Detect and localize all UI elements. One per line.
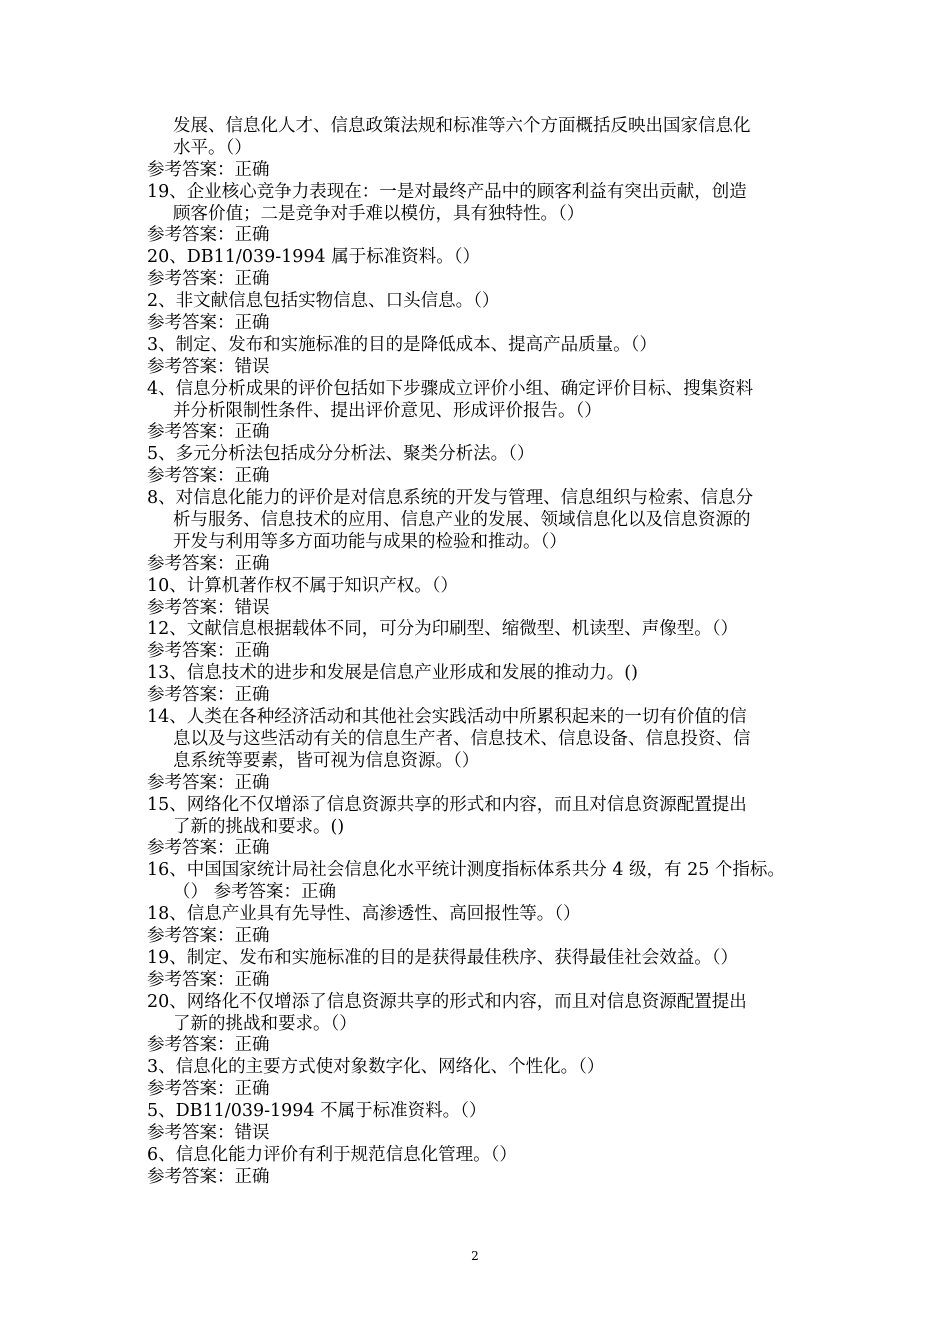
question-line: 20、DB11/039-1994 属于标准资料。（） — [147, 247, 480, 268]
question-line: 12、文献信息根据载体不同，可分为印刷型、缩微型、机读型、声像型。（） — [147, 619, 739, 640]
answer-line: 参考答案：正确 — [147, 1035, 270, 1056]
answer-line: 参考答案：正确 — [147, 685, 270, 706]
answer-line: 参考答案：正确 — [147, 422, 270, 443]
document-body — [147, 116, 827, 1189]
question-line: 6、信息化能力评价有利于规范信息化管理。（） — [147, 1144, 517, 1165]
question-line: 16、中国国家统计局社会信息化水平统计测度指标体系共分 4 级，有 25 个指标。 — [147, 860, 785, 881]
question-line: 3、信息化的主要方式使对象数字化、网络化、个性化。（） — [147, 1057, 605, 1078]
question-line: 14、人类在各种经济活动和其他社会实践活动中所累积起来的一切有价值的信 — [147, 707, 747, 728]
question-line: 析与服务、信息技术的应用、信息产业的发展、领域信息化以及信息资源的 — [173, 510, 751, 531]
answer-line: 参考答案：错误 — [147, 597, 270, 618]
question-line: 2、非文献信息包括实物信息、口头信息。（） — [147, 291, 500, 312]
answer-line: 参考答案：正确 — [147, 553, 270, 574]
answer-line: 参考答案：正确 — [147, 269, 270, 290]
question-line: 8、对信息化能力的评价是对信息系统的开发与管理、信息组织与检索、信息分 — [147, 488, 754, 509]
question-line: 了新的挑战和要求。() — [173, 816, 345, 837]
answer-line: 参考答案：正确 — [147, 313, 270, 334]
answer-line: 参考答案：正确 — [147, 225, 270, 246]
answer-line: 参考答案：正确 — [147, 1166, 270, 1187]
answer-line: 参考答案：正确 — [147, 838, 270, 859]
question-line: 息以及与这些活动有关的信息生产者、信息技术、信息设备、信息投资、信 — [173, 728, 751, 749]
question-line: 20、网络化不仅增添了信息资源共享的形式和内容，而且对信息资源配置提出 — [147, 991, 747, 1012]
question-line: 5、多元分析法包括成分分析法、聚类分析法。（） — [147, 444, 535, 465]
answer-line: 参考答案：错误 — [147, 1122, 270, 1143]
answer-line: 参考答案：正确 — [147, 925, 270, 946]
question-line: （） 参考答案：正确 — [173, 882, 337, 903]
question-line: 18、信息产业具有先导性、高渗透性、高回报性等。（） — [147, 904, 581, 925]
answer-line: 参考答案：错误 — [147, 356, 270, 377]
question-line: 息系统等要素，皆可视为信息资源。（） — [173, 750, 480, 771]
question-line: 并分析限制性条件、提出评价意见、形成评价报告。（） — [173, 400, 602, 421]
answer-line: 参考答案：正确 — [147, 969, 270, 990]
question-line: 4、信息分析成果的评价包括如下步骤成立评价小组、确定评价目标、搜集资料 — [147, 378, 754, 399]
answer-line: 参考答案：正确 — [147, 159, 270, 180]
question-line: 19、制定、发布和实施标准的目的是获得最佳秩序、获得最佳社会效益。（） — [147, 947, 739, 968]
question-line: 15、网络化不仅增添了信息资源共享的形式和内容，而且对信息资源配置提出 — [147, 794, 747, 815]
question-line: 10、计算机著作权不属于知识产权。（） — [147, 575, 459, 596]
question-line: 3、制定、发布和实施标准的目的是降低成本、提高产品质量。（） — [147, 334, 657, 355]
question-line: 顾客价值；二是竞争对手难以模仿，具有独特性。（） — [173, 203, 585, 224]
answer-line: 参考答案：正确 — [147, 466, 270, 487]
question-line: 13、信息技术的进步和发展是信息产业形成和发展的推动力。() — [147, 663, 638, 684]
question-line: 发展、信息化人才、信息政策法规和标准等六个方面概括反映出国家信息化 — [173, 116, 751, 136]
question-line: 5、DB11/039-1994 不属于标准资料。（） — [147, 1101, 487, 1122]
answer-line: 参考答案：正确 — [147, 1079, 270, 1100]
question-line: 水平。（） — [173, 137, 252, 158]
question-line: 19、企业核心竞争力表现在：一是对最终产品中的顾客利益有突出贡献，创造 — [147, 181, 747, 202]
question-line: 开发与利用等多方面功能与成果的检验和推动。（） — [173, 531, 567, 552]
answer-line: 参考答案：正确 — [147, 772, 270, 793]
question-line: 了新的挑战和要求。（） — [173, 1013, 357, 1034]
answer-line: 参考答案：正确 — [147, 641, 270, 662]
page-number: 2 — [471, 1249, 479, 1263]
